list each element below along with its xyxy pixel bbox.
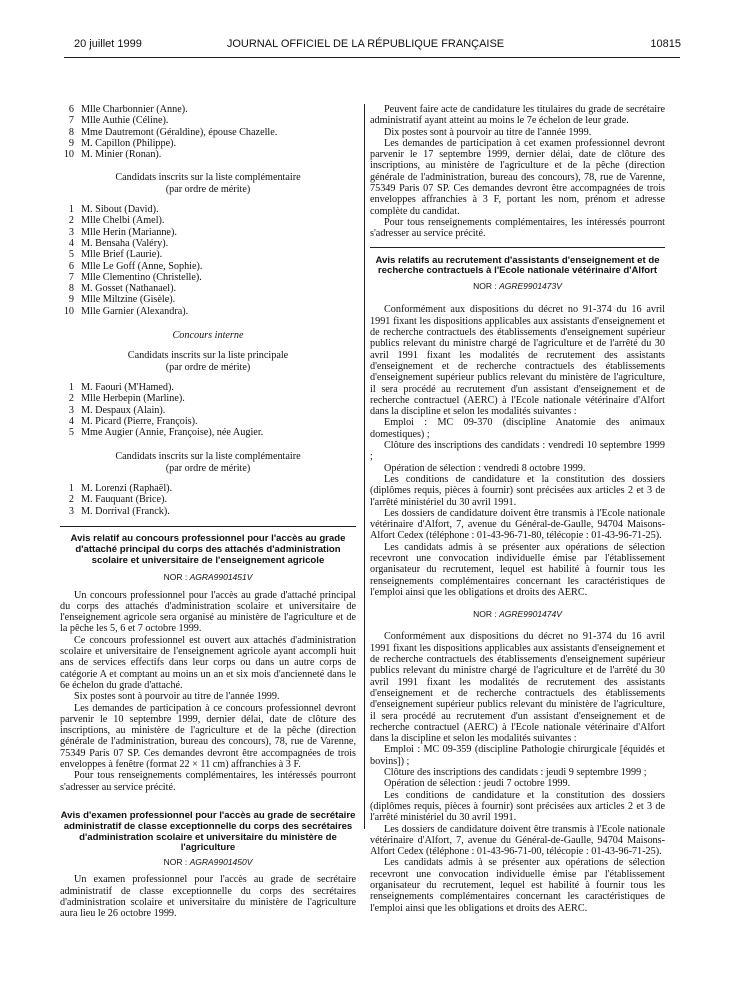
list-item [60, 104, 356, 115]
paragraph: Ce concours professionnel est ouvert aux attachés d'administration scolaire et universitaire de l'enseignement agricole ayant accompli huit ans de services effectifs dans leur corps ou dans un autre corps de catégorie A et comptant au moins un an et six mois d'ancienneté dans le 6e échelon du grade d'attaché. [60, 634, 356, 691]
notice-body [60, 874, 356, 919]
column-separator [364, 104, 365, 829]
left-column [60, 104, 356, 920]
paragraph: Pour tous renseignements complémentaires, les intéressés pourront s'adresser au service précité. [370, 216, 665, 240]
paragraph: Emploi : MC 09-359 (discipline Pathologie chirurgicale [équidés et bovins]) ; [370, 744, 665, 767]
paragraph: Clôture des inscriptions des candidats : vendredi 10 septembre 1999 ; [370, 440, 665, 463]
list-item [60, 138, 356, 149]
paragraph: Les demandes de participation à ce concours professionnel devront parvenir le 10 septembre 1999, dernier délai, date de clôture des inscriptions, au ministère de l'agriculture et de la pêche (direction générale de l'administration, bureau des concours), 78, rue de Varenne, 75349 Paris 07 SP. Ces demandes devront être accompagnées de trois enveloppes à fenêtre (format 22 × 11 cm) affranchies à 3 F. [60, 702, 356, 771]
nor-label: NOR : [163, 857, 188, 868]
list-item [60, 238, 356, 249]
item-number: 3 [68, 226, 74, 238]
item-name: Mlle Miltzine (Gisèle). [81, 294, 176, 306]
item-name: M. Lorenzi (Raphaël). [81, 483, 173, 495]
list-item [60, 283, 356, 294]
header-rule [64, 57, 680, 58]
nor-code: AGRE9901474V [499, 609, 562, 620]
complementary-list [60, 483, 356, 517]
list-item [60, 294, 356, 305]
item-name: Mme Dautremont (Géraldine), épouse Chazelle. [81, 126, 278, 138]
item-number: 10 [63, 149, 74, 161]
notice-body [370, 104, 665, 240]
list-top [60, 104, 356, 160]
list-item [60, 261, 356, 272]
paragraph: Un examen professionnel pour l'accès au grade de secrétaire administratif de classe exceptionnelle du corps des secrétaires d'administration scolaire et universitaire du ministère de l'agriculture aura lieu le 26 octobre 1999. [60, 874, 356, 920]
item-name: M. Dorrival (Franck). [81, 505, 170, 517]
item-name: Mlle Chelbi (Amel). [81, 215, 165, 227]
concours-interne-heading: Concours interne [172, 330, 244, 342]
item-number: 6 [68, 104, 74, 115]
list-item [60, 249, 356, 260]
item-number: 5 [68, 249, 74, 261]
item-name: M. Sibout (David). [81, 204, 159, 216]
item-number: 7 [68, 115, 74, 127]
complementary-list-heading: Candidats inscrits sur la liste complémentaire [115, 172, 301, 184]
item-number: 8 [68, 126, 74, 138]
paragraph: Clôture des inscriptions des candidats : jeudi 9 septembre 1999 ; [384, 767, 647, 779]
item-number: 4 [68, 237, 74, 249]
paragraph: Les conditions de candidature et la constitution des dossiers (diplômes requis, pièces à fournir) sont précisées aux articles 2 et 3 de l'arrêté ministériel du 30 avril 1991. [370, 473, 665, 508]
item-name: Mlle Herbepin (Marline). [81, 393, 185, 405]
list-item [60, 227, 356, 238]
header-date: 20 juillet 1999 [74, 38, 142, 50]
item-number: 1 [68, 381, 74, 393]
item-name: M. Bensaha (Valéry). [81, 237, 169, 249]
item-number: 3 [68, 505, 74, 517]
item-number: 9 [68, 137, 74, 149]
list-item [60, 149, 356, 160]
paragraph: Les dossiers de candidature doivent être transmis à l'Ecole nationale vétérinaire d'Alfort, 7, avenue du Général-de-Gaulle, 94704 Maisons-Alfort Cedex (téléphone : 01-43-96-71-00, télécopie : 01-43-96-71-25). [370, 823, 665, 858]
item-name: Mlle Charbonnier (Anne). [81, 104, 188, 115]
item-name: M. Faouri (M'Hamed). [81, 381, 174, 393]
item-name: Mlle Clementino (Christelle). [81, 271, 202, 283]
list-item [60, 306, 356, 317]
nor-reference [370, 609, 665, 620]
journal-title: JOURNAL OFFICIEL DE LA RÉPUBLIQUE FRANÇAISE [226, 38, 505, 50]
nor-code: AGRE9901473V [499, 281, 562, 292]
paragraph: Opération de sélection : vendredi 8 octobre 1999. [384, 462, 586, 474]
item-number: 10 [63, 305, 74, 317]
nor-code: AGRA9901450V [189, 857, 253, 868]
nor-code: AGRA9901451V [189, 572, 253, 583]
nor-label: NOR : [473, 609, 497, 620]
nor-label: NOR : [473, 281, 497, 292]
item-number: 5 [68, 427, 74, 439]
item-number: 9 [68, 294, 74, 306]
item-name: M. Despaux (Alain). [81, 404, 166, 416]
paragraph: Les demandes de participation à cet examen professionnel devront parvenir le 17 septembre 1999, dernier délai, date de clôture des inscriptions, au ministère de l'agriculture et de la pêche (direction générale de l'administration, bureau des concours), 78, rue de Varenne, 75349 Paris 07 SP. Ces demandes devront être accompagnées de trois enveloppes affranchies à 3 F, portant les nom, prénom et adresse complète du candidat. [370, 137, 665, 217]
paragraph: Opération de sélection : jeudi 7 octobre 1999. [384, 778, 571, 790]
notice-title: Avis relatifs au recrutement d'assistants d'enseignement et de recherche contractuels à l'Ecole nationale vétérinaire d'Alfort [375, 254, 660, 277]
nor-reference [60, 857, 356, 868]
list-item [60, 506, 356, 517]
complementary-list [60, 204, 356, 317]
list-item [60, 427, 356, 438]
notice-title: Avis relatif au concours professionnel pour l'accès au grade d'attaché principal du corps des attachés d'administration scolaire et universitaire de l'enseignement agricole [70, 532, 346, 566]
list-item [60, 215, 356, 226]
item-number: 4 [68, 415, 74, 427]
paragraph: Conformément aux dispositions du décret no 91-374 du 16 avril 1991 fixant les dispositions applicables aux assistants d'enseignement et de recherche contractuels des établissements d'enseignement supérieur publics relevant du ministre chargé de l'agriculture et de l'arrêté du 30 avril 1991 fixant les modalités de recrutement des assistants d'enseignement et de recherche contractuels des établissements d'enseignement supérieur publics relevant du ministère de l'agriculture, il sera procédé au recrutement d'un assistant d'enseignement et de recherche contractuel (AERC) à l'Ecole nationale vétérinaire d'Alfort dans la discipline et selon les modalités suivantes : [370, 631, 665, 745]
complementary-list-heading: Candidats inscrits sur la liste complémentaire [115, 451, 301, 463]
merit-order-note: (par ordre de mérite) [165, 361, 251, 373]
notice-body [60, 590, 356, 793]
paragraph: Les dossiers de candidature doivent être transmis à l'Ecole nationale vétérinaire d'Alfort, 7, avenue du Général-de-Gaulle, 94704 Maisons-Alfort Cedex (téléphone : 01-43-96-71-80, télécopie : 01-43-96-71-25). [370, 507, 665, 542]
item-name: Mme Augier (Annie, Françoise), née Augier. [81, 427, 264, 439]
notice-body [370, 631, 665, 913]
item-name: M. Capillon (Philippe). [81, 137, 177, 149]
principal-list [60, 382, 356, 438]
item-number: 2 [68, 494, 74, 506]
merit-order-note: (par ordre de mérite) [165, 183, 251, 195]
item-name: Mlle Garnier (Alexandra). [81, 305, 189, 317]
item-number: 2 [68, 393, 74, 405]
list-item [60, 494, 356, 505]
item-number: 7 [68, 271, 74, 283]
nor-reference [370, 281, 665, 292]
list-item [60, 416, 356, 427]
item-number: 8 [68, 283, 74, 295]
paragraph: Emploi : MC 09-370 (discipline Anatomie des animaux domestiques) ; [370, 417, 665, 440]
page-number: 10815 [650, 38, 681, 50]
list-item [60, 405, 356, 416]
page-header [0, 38, 731, 58]
list-item [60, 204, 356, 215]
principal-list-heading: Candidats inscrits sur la liste principale [127, 350, 289, 362]
nor-label: NOR : [163, 572, 188, 583]
right-column [370, 104, 665, 914]
list-item [60, 393, 356, 404]
paragraph: Les candidats admis à se présenter aux opérations de sélection recevront une convocation individuelle émise par l'établissement organisateur du recrutement, lequel est habilité à fournir tous les renseignements complémentaires concernant les caractéristiques de l'emploi ainsi que les obligations et droits des AERC. [370, 541, 665, 598]
paragraph: Peuvent faire acte de candidature les titulaires du grade de secrétaire administratif ayant atteint au moins le 7e échelon de leur grade. [370, 104, 665, 127]
list-item [60, 382, 356, 393]
item-number: 6 [68, 260, 74, 272]
list-item [60, 115, 356, 126]
item-name: Mlle Herin (Marianne). [81, 226, 177, 238]
item-number: 3 [68, 404, 74, 416]
paragraph: Les conditions de candidature et la constitution des dossiers (diplômes requis, pièces à fournir) sont précisées aux articles 2 et 3 de l'arrêté ministériel du 30 avril 1991. [370, 789, 665, 824]
nor-reference [60, 572, 356, 583]
item-name: Mlle Le Goff (Anne, Sophie). [81, 260, 203, 272]
item-name: Mlle Brief (Laurie). [81, 249, 163, 261]
paragraph: Pour tous renseignements complémentaires, les intéressés pourront s'adresser au service précité. [60, 770, 356, 793]
list-item [60, 127, 356, 138]
paragraph: Dix postes sont à pourvoir au titre de l'année 1999. [384, 126, 592, 138]
item-name: Mlle Authie (Céline). [81, 115, 169, 127]
item-name: M. Minier (Ronan). [81, 149, 162, 161]
list-item [60, 272, 356, 283]
paragraph: Un concours professionnel pour l'accès au grade d'attaché principal du corps des attachés d'administration scolaire et universitaire de l'enseignement agricole sera organisé au ministère de l'agriculture et de la pêche les 5, 6 et 7 octobre 1999. [60, 589, 356, 635]
paragraph: Six postes sont à pourvoir au titre de l'année 1999. [74, 691, 280, 703]
paragraph: Conformément aux dispositions du décret no 91-374 du 16 avril 1991 fixant les dispositions applicables aux assistants d'enseignement et de recherche contractuels des établissements d'enseignement supérieur publics relevant du ministre chargé de l'agriculture et de l'arrêté du 30 avril 1991 fixant les modalités de recrutement des assistants d'enseignement et de recherche contractuels des établissements d'enseignement supérieur publics relevant du ministère de l'agriculture, il sera procédé au recrutement d'un assistant d'enseignement et de recherche contractuel (AERC) à l'Ecole nationale vétérinaire d'Alfort dans la discipline et selon les modalités suivantes : [370, 304, 665, 418]
notice-title: Avis d'examen professionnel pour l'accès au grade de secrétaire administratif de classe exceptionnelle du corps des secrétaires d'administration scolaire et universitaire du ministère de l'agriculture [60, 809, 356, 854]
item-name: M. Fauquant (Brice). [81, 494, 168, 506]
merit-order-note: (par ordre de mérite) [165, 462, 251, 474]
notice-body [370, 304, 665, 598]
item-number: 1 [68, 483, 74, 495]
item-number: 2 [68, 215, 74, 227]
paragraph: Les candidats admis à se présenter aux opérations de sélection recevront une convocation individuelle émise par l'établissement organisateur du recrutement, lequel est habilité à fournir tous les renseignements complémentaires concernant les caractéristiques de l'emploi ainsi que les obligations et droits des AERC. [370, 857, 665, 914]
item-number: 1 [68, 204, 74, 216]
item-name: M. Picard (Pierre, François). [81, 415, 198, 427]
item-name: M. Gosset (Nathanael). [81, 283, 177, 295]
list-item [60, 483, 356, 494]
